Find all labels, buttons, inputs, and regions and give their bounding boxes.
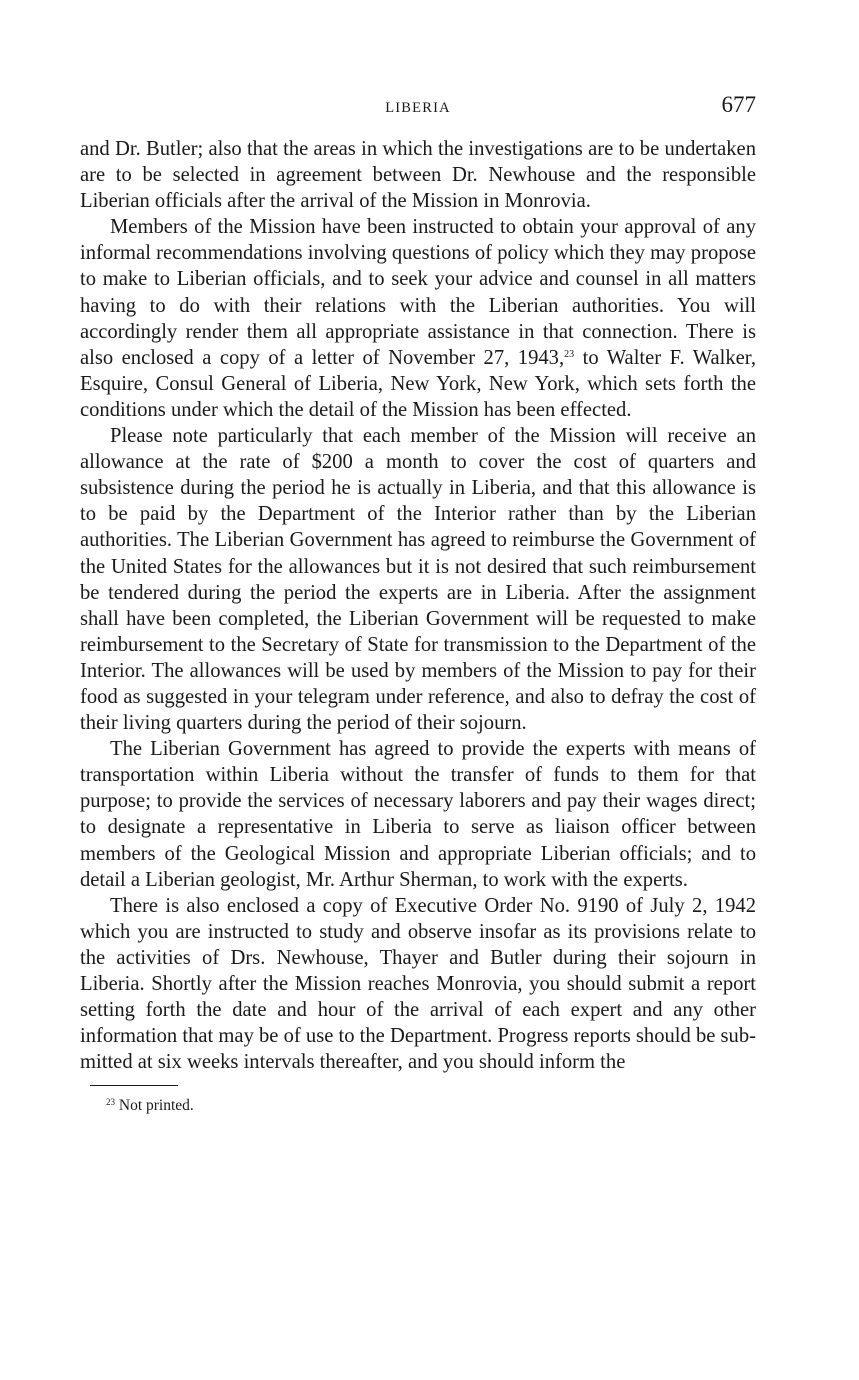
paragraph-1: and Dr. Butler; also that the areas in which the investigations are to be undertaken are to be selected in agreement between Dr. Newhouse and the responsible Liberian officials after the arrival of the Mission in Monrovia. (80, 138, 756, 213)
footnote-rule (90, 1085, 178, 1086)
running-head (80, 92, 756, 124)
paragraph-5: There is also enclosed a copy of Executive Order No. 9190 of July 2, 1942 which you are instructed to study and observe insofar as its provisions relate to the activities of Drs. Newhouse, Thayer and Butler during their sojourn in Liberia. Shortly after the Mission reaches Monrovia, you should submit a report setting forth the date and hour of the arrival of each expert and any other information that may be of use to the Department. Progress reports should be submitted at six weeks intervals thereafter, and you should inform the (80, 894, 757, 1074)
page-number: 677 (721, 92, 756, 117)
paragraph-2 (80, 214, 756, 423)
paragraph-2-text-before-ref: Members of the Mission have been instructed to obtain your approval of any informal recommendations involving questions of policy which they may propose to make to Liberian officials, and to seek your advice and counsel in all matters having to do with their relations with the Liberian authorities. You will accordingly render them all appropriate assistance in that connection. There is also enclosed a copy of a letter of November 27, 1943, (80, 216, 756, 369)
footnote-reference: 23 (564, 348, 575, 360)
paragraph-3: Please note particularly that each member of the Mission will receive an allowance at the rate of $200 a month to cover the cost of quarters and subsistence during the period he is actually in Liberia, and that this allowance is to be paid by the Department of the Interior rather than by the Liberian authorities. The Liberian Government has agreed to reimburse the Government of the United States for the allowances but it is not desired that such reimbursement be tendered during the period the experts are in Liberia. After the assignment shall have been completed, the Liberian Government will be requested to make reimbursement to the Secretary of State for transmission to the Department of the Interior. The allowances will be used by members of the Mission to pay for their food as suggested in your telegram under reference, and also to defray the cost of their living quarters during the period of their sojourn. (80, 425, 756, 735)
paragraph-2-text-after-ref: to Walter F. Walker, Esquire, Consul General of Liberia, New York, New York, which sets forth the conditions under which the detail of the Mission has been effected. (80, 346, 756, 421)
footnote-text: Not printed. (118, 1097, 194, 1115)
running-title: LIBERIA (385, 100, 451, 116)
footnote (106, 1096, 756, 1116)
body-text (80, 136, 756, 1075)
document-page (80, 92, 756, 1116)
footnote-marker: 23 (106, 1097, 115, 1108)
paragraph-4: The Liberian Government has agreed to provide the experts with means of transportation within Liberia without the transfer of funds to them for that purpose; to provide the services of necessary laborers and pay their wages direct; to designate a representative in Liberia to serve as liaison officer between members of the Geological Mission and appropriate Liberian officials; and to detail a Liberian geologist, Mr. Arthur Sherman, to work with the experts. (80, 738, 756, 891)
